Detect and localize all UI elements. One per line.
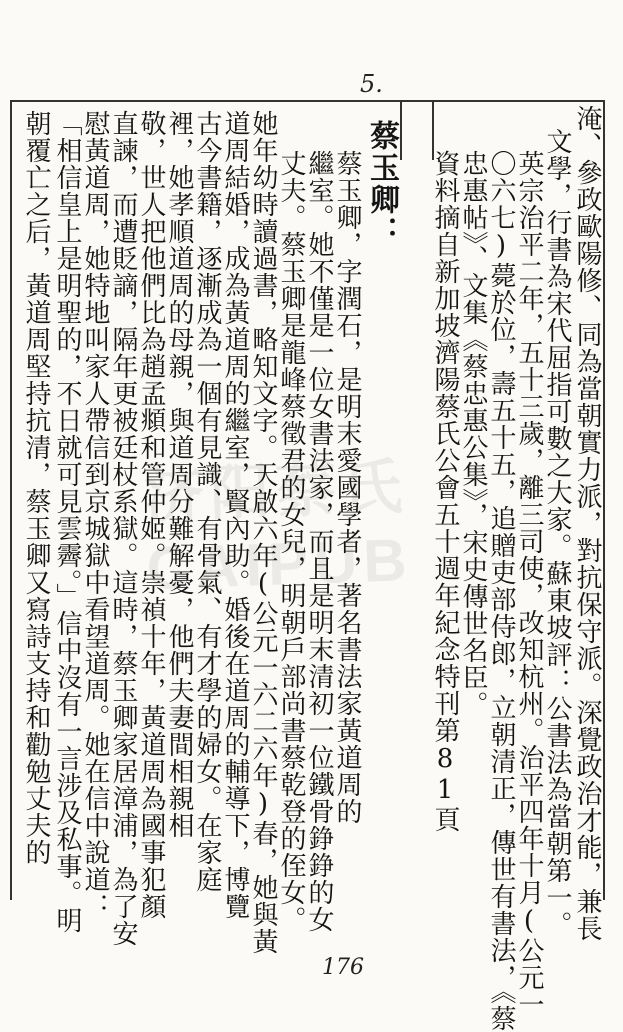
left-rule [10,100,12,900]
top-page-number: 5. [360,70,383,98]
text-column-10: 繼室。她不僅是一位女書法家，而且是明末清初一位鐵骨錚錚的女 [304,150,334,933]
text-column-9: 蔡玉卿，字潤石，是明末愛國學者，著名書法家黃道周的 [332,150,362,825]
watermark: 济阳蔡氏 CAIPUB [142,453,414,603]
text-column-2: 文學，行書為宋代屈指可數之大家。蘇東坡評：公書法為當朝第一。 [542,128,572,938]
text-column-13: 道周結婚，成為黃道周的繼室，賢內助。婚後在道周的輔導下，博覽 [220,110,250,920]
text-column-19: 「相信皇上是明聖的，不日就可見雲霽。」信中沒有一言涉及私事。明 [52,110,82,934]
text-column-5: 忠惠帖》、文集《蔡忠惠公集》，宋史傳世名臣。 [458,150,488,718]
text-column-4: 〇六七)薨於位，壽五十五，追贈吏部侍郎，立朝清正，傳世有書法，《蔡 [486,150,516,1032]
text-column-16: 敬，世人把他們比為趙孟頫和管仲姬。崇禎十年，黃道周為國事犯顏 [136,110,166,920]
section-heading: 蔡玉卿： [364,120,399,248]
text-column-17: 直諫，而遭貶謫，隔年更被廷杖系獄。這時，蔡玉卿家居漳浦，為了安 [108,110,138,947]
text-column-14: 古今書籍，逐漸成為一個有見識、有骨氣、有才學的婦女。在家庭 [192,110,222,893]
text-column-3: 英宗治平二年，五十三歲，離三司使，改知杭州。治平四年十月(公元一 [514,150,544,1018]
text-column-18: 慰黃道周，她特地叫家人帶信到京城獄中看望道周。她在信中說道： [80,110,110,920]
text-column-1: 淹、參政歐陽修、同為當朝實力派，對抗保守派。深覺政治才能，兼長 [572,105,602,942]
text-column-15: 裡，她孝順道周的母親，與道周分難解憂，他們夫妻間相親相 [164,110,194,839]
text-column-11: 丈夫。蔡玉卿是龍峰蔡徵君的女兒，明朝戶部尚書蔡乾登的侄女。 [276,150,306,933]
text-column-20: 朝覆亡之后，黃道周堅持抗清，蔡玉卿又寫詩支持和勸勉丈夫的 [21,110,51,866]
text-column-6: 資料摘自新加坡濟陽蔡氏公會五十週年紀念特刊第81頁 [430,150,460,833]
text-column-12: 她年幼時讀過書，略知文字。天啟六年(公元一六二六年)春，她與黃 [248,110,278,955]
top-rule [10,100,605,102]
right-rule [603,100,605,900]
section-divider [400,100,402,160]
bottom-page-number: 176 [322,955,364,980]
